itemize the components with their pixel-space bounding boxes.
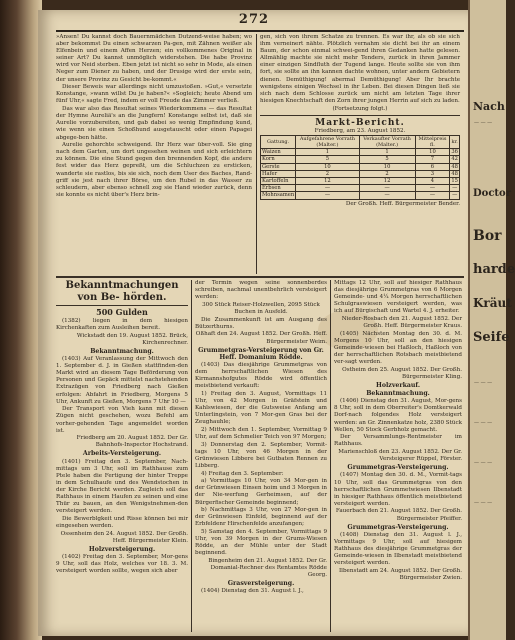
- section-rule: [260, 115, 460, 116]
- table-row: [261, 192, 460, 199]
- notice-paragraph: (1382) liegen in dem hiesigen Kirchenkaften zum Ausleihen bereit.: [56, 318, 188, 332]
- market-report-table: [260, 135, 460, 200]
- section-rule: [56, 276, 464, 278]
- story-column-right: [260, 34, 460, 208]
- page-number: 272: [238, 12, 270, 27]
- table-cell: Hafer: [261, 170, 296, 177]
- table-row: [261, 156, 460, 163]
- table-cell: Erbsen: [261, 185, 296, 192]
- table-header: Verkaufter Vorrath (Malter.): [359, 135, 415, 148]
- notice-paragraph: a) Vormittags 10 Uhr, von 34 Mor-gen in der Grünwiesen Einsen hoim und 3 Morgen in der Nie-werfung Gerheimsen, auf der Bürgerfischer Gemeinde beginnend;: [195, 478, 327, 506]
- table-row: [261, 177, 460, 184]
- table-cell: 48: [451, 163, 458, 170]
- story-paragraph: Aurelie gehorchte schweigend. Ihr Herz war über-voll. Sie ging nach dem Garten, um dort ungesehen weinen und sich erleichtern zu können. Die eine Stund gegen den brennenden Kopf, die andere fest wider das Herz gepreßt, um die Schluchzen zu ersticken, wanderte sie rastlos, bis sie sich, noch dem User des Baches, Rand-griff sie jest nach ihrer Börse, um den Rubel in das Wasser zu schleudern, aber ebenso schnell zog sie Hand wieder zurück, denn sie konnte es nicht über's Herz brin-: [56, 142, 252, 198]
- table-cell: 1: [296, 149, 359, 156]
- announcements-column-2: [195, 280, 327, 596]
- notice-heading: Grummetgras-Versteigerung.: [347, 464, 449, 472]
- story-paragraph: Dieser Beweis war allerdings nicht umzustoßen. »Gut,« versetzte Konstange, »wann willst Du je haben?« »Sogleich; heute Abend um fünf Uhr,« sagte Fred, indem er voll Freude das Zimmer verließ.: [56, 84, 252, 105]
- notice-paragraph: (1403) Das diesjährige Grummetgras von dem herrschaftlichen Wiesen des Kirmannshofgutes Rödde wird öffentlich meistbietend verkauft:: [195, 361, 327, 390]
- table-row: [261, 149, 460, 156]
- table-cell: 48: [451, 170, 458, 177]
- announcements-column-1: [56, 280, 188, 576]
- facing-page-word: Kräut: [473, 296, 512, 310]
- notice-paragraph: (1405) Nächsten Montag den 30. d. M. Morgens 10 Uhr, soll an den hiesigen Gemeinde-wiesen bei Haßloch, Haßloch von der herrschaftlichen Rotsbach meistbietend ver-sagt werden.: [334, 330, 462, 366]
- table-cell: Kartoffeln: [261, 177, 296, 184]
- facing-page-edge: Nach — — — Doctor Bor harde Kräut Seife — — — — — — — — — — — —: [468, 0, 506, 640]
- notice-paragraph: (1402) Freitag den 3. September, Mor-gens 9 Uhr, soll das Holz, welches vor 18. 3. M. versteigert worden sollte, wegen sich aber: [56, 553, 188, 575]
- table-cell: 7: [415, 156, 450, 163]
- table-cell: 12: [359, 177, 415, 184]
- newspaper-page: [38, 10, 470, 636]
- table-cell: —: [359, 185, 415, 192]
- facing-page-word: harde: [473, 262, 515, 277]
- notice-paragraph: 4) Freitag den 3. September:: [201, 470, 284, 477]
- notice-paragraph: Die Bewerblgkeit und Risse können bei mir eingesehen werden.: [56, 515, 188, 529]
- table-cell: 10: [296, 163, 359, 170]
- market-report-date: Friedberg, am 23. August 1852.: [314, 127, 406, 134]
- notice-signature: Wickstadt den 19. August 1852. Brück, Kirchenrechner.: [76, 332, 188, 346]
- table-cell: 5: [359, 156, 415, 163]
- notice-paragraph: 3) Donnerstag den 2. September, Vormit-tags 10 Uhr, von 46 Morgen in der Grünwiesen Libbere bei Gutbaten Rennen zu Libberg.: [195, 441, 327, 469]
- section-rule: [56, 305, 188, 306]
- table-header: kr.: [450, 135, 460, 148]
- table-cell: —: [450, 192, 460, 199]
- header-rule: [56, 30, 464, 32]
- notice-paragraph: Mittags 12 Uhr, soll auf hiesiger Rathhaus das diesjährige Grummetgras von 6 Morgen Gemeinde- und 4¼ Morgen herrschaftlichen Schulgraswiesen versteigert werden, was ich auf Bürgischaft und Wartel 4. J. erheiter.: [334, 280, 462, 315]
- notice-paragraph: 5) Samstag den 4. September, Vormittags 9 Uhr, von 39 Morgen in der Grums-Wiesen Rödde, an der Mühle unter der Stadt beginnend.: [195, 529, 327, 557]
- notice-signature: Oßhaft den 24. August 1852. Der Großh. Heff. Bürgermeister Weim.: [195, 331, 327, 345]
- table-cell: —: [359, 192, 415, 199]
- table-cell: 10: [359, 163, 415, 170]
- table-cell: 12: [296, 177, 359, 184]
- notice-paragraph: (1408) Dienstag den 31. August l. J., Vormittags 9 Uhr, soll auf hiesigem Rathhaus des diesjährige Grummetgras der Gemeinde-wiesen in Ilbenstadt meistbietend versteigert werden.: [334, 531, 462, 567]
- table-cell: 36: [451, 149, 458, 156]
- table-row: [261, 163, 460, 170]
- column-divider: [256, 34, 257, 274]
- notice-signature: Ilbenstadt am 24. August 1852. Der Großh. Bürgermeister Zwien.: [338, 567, 462, 581]
- table-cell: 2: [296, 170, 359, 177]
- table-row: [261, 170, 460, 177]
- notice-paragraph: 300 Stück Reiser-Holzwellen, 2095 Stück Buchen in Ausfeld.: [202, 301, 320, 315]
- facing-page-word: Doctor: [473, 188, 511, 199]
- notice-heading: Grummetgras-Versteigerung von Gr. Heff. Domanium Rödde.: [198, 346, 324, 361]
- announcements-column-3: [334, 280, 462, 583]
- notice-paragraph: (1407) Montag den 30. d. M., Vormit-tags 10 Uhr, soll das Grummetgras von den herrschaftlichen Grummetwiesen Ilbenstadt in hiesiger Rathhaus öffentlich meistbietend versteigert werden.: [334, 472, 462, 507]
- table-cell: 15: [451, 177, 458, 184]
- table-cell: 10: [415, 149, 450, 156]
- facing-page-word: Nach: [473, 100, 505, 113]
- notice-paragraph: Der Transport von Vieh kann mit diesen Zügen nicht geschehen, wozu Befehl am vorher-gehenden Tage angemeldet worden ist.: [56, 406, 188, 434]
- table-cell: —: [415, 192, 450, 199]
- table-cell: 4: [415, 177, 450, 184]
- notice-paragraph: b) Nachmittags 3 Uhr, von 27 Mor-gen in der Grünwiesen Einfeld, beginnend auf der Erbfeldenr Hirschenfelde anzufangen;: [195, 507, 327, 528]
- table-header: Gattung.: [261, 135, 296, 148]
- table-cell: —: [296, 185, 359, 192]
- table-header: Mittelpreis fl.: [415, 135, 450, 148]
- notice-heading: Bekanntmachung.: [366, 390, 430, 398]
- market-signature: Der Großh. Heff. Bürgermeister Bender.: [345, 200, 460, 207]
- notice-heading: 500 Gulden: [96, 307, 148, 317]
- table-cell: —: [296, 192, 359, 199]
- story-paragraph: Das war also das Resultat seines Wiederkommens — das Resultat der Hymne Aureliä's an die Jungfern! Konstange selbst ist, daß sie Aurelie vorzubereiten, und gab dabei so wenig Empfindung kund, wie wenn sie einen Schoßhund ausgetauscht oder einen Papagei abgege-ben hätte.: [56, 106, 252, 141]
- announcements-heading: Bekanntmachungen von Be- hörden.: [65, 280, 179, 303]
- notice-paragraph: Die Zusammenkunft ist am Ausgang des Bützerthurns.: [195, 316, 327, 330]
- table-cell: Mohnsamen: [262, 192, 295, 199]
- notice-paragraph: 1) Freitag den 3. August, Vormittags 11 Uhr, von 42 Morgen in Gräfstein und Kahlswiesen, der die Gutsweise Anfang am Unterlingstein, von 7 Mor-gen Gras bei der Zeughauhle;: [195, 390, 327, 426]
- table-cell: 1: [359, 149, 415, 156]
- notice-heading: Grummetgras-Versteigerung.: [347, 523, 449, 531]
- notice-paragraph: (1404) Dienstag den 31. August l. J.,: [201, 588, 304, 595]
- story-column-left: [56, 34, 252, 200]
- notice-heading: Bekanntmachung.: [90, 347, 154, 355]
- notice-signature: Ostheim den 25. August 1852. Der Großh. Bürgermeister Kling.: [342, 366, 462, 380]
- notice-paragraph: (1401) Freitag den 3. September, Nach-mittags um 3 Uhr, soll im Rathhause zum Ptele haben die Fertigung der hinter Treppe in dem Schulhaufe und des Wendstochen in der Kirche Bericht werden. Zugleich soll das Rathhaus in einem Haufen zu seinen und eine Thür zu bauen, an den Wenigstnehmen-den versteigert werden.: [56, 458, 188, 515]
- notice-heading: Grasversteigerung.: [227, 580, 295, 588]
- facing-page-word: Seife: [473, 330, 510, 345]
- table-cell: 2: [359, 170, 415, 177]
- notice-paragraph: (1403) Auf Veranlassung der Mittwoch den 1. September d. J. in Gießen stattfinden-den Markt wird an diesem Tage Beförderung von Personen und Gepäck mittelst nachstehenden Extrazügen von Friedberg nach Gießen erfolgen: Abfahrt in Friedberg, Morgens 5 Uhr, Ankunft zu Gießen, Morgens 7 Uhr 10 —: [56, 356, 188, 405]
- notice-heading: Holzversteigerung.: [88, 545, 156, 553]
- table-cell: Waizen: [261, 149, 296, 156]
- notice-paragraph: Der Versammlungs-Rentmeister im Rathhaus.: [334, 434, 462, 448]
- table-row: [261, 185, 460, 192]
- notice-signature: Nieder-Rosbach den 21. August 1852. Der Großh. Heff. Bürgermeister Kraus.: [341, 316, 462, 330]
- notice-paragraph: 2) Mittwoch den 1. September, Vormittag 9 Uhr, auf dem Schmelier Teich von 97 Morgen;: [195, 426, 327, 440]
- notice-paragraph: der Termin wegen seine sonnenberdes schreiben, nachmal unentbehrlich versteigert werden:: [195, 280, 327, 301]
- notice-signature: Bingenheim den 21. August 1852. Der Gr. Domanial-Rechner des Rentamtes Rödde Georg.: [208, 558, 327, 579]
- table-cell: 5: [296, 156, 359, 163]
- notice-signature: Friedberg am 20. August 1852. Der Gr. Bahnhofs-Inspector Hochstrand.: [76, 435, 188, 449]
- notice-signature: Marienschloß den 23. August 1852. Der Gr. Versteigerer Rüppel, Förster.: [338, 449, 462, 463]
- table-header: Aufgefahrene Vorrath (Malter.): [296, 135, 359, 148]
- story-paragraph: gen, sich von ihrem Schatze zu trennen. Es war ihr, als ob sie sich ihm verneinert nähte. Plötzlich vernahm sie dicht bei ihr an einem Baum, der schon einmal schwei-gend ihren Gedanken hatte gelesen. Allmählig machte sie nicht mehr Tenders, zurück in ihren Jammer einer einzigen Sindfluth der Tugend lange. Heute sollte sie von ihm fort, sie sollte an ihn kannen dachte wohnen, unter andern Gebietern dienen. Demüthigung! abermal Demüthigung! Aber Ihr brachte wenigstens einigen Wechsel in ihr Leben. Bei diesen Dingen ließ sie sich nach dem Schlosse zurück um nicht am letzten Tage ihrer hiesigen Knechtschaft den Zorn ihrer jungen Herrin auf sich zu laden.: [260, 34, 460, 104]
- notice-heading: Holzverkauf.: [375, 382, 421, 390]
- table-cell: Korn: [261, 156, 296, 163]
- book-gutter: [0, 0, 42, 640]
- table-cell: —: [450, 185, 460, 192]
- table-header-row: [261, 135, 460, 148]
- column-divider: [191, 280, 192, 632]
- table-cell: —: [415, 185, 450, 192]
- facing-page-word: Bor: [473, 228, 502, 244]
- table-cell: Gerste: [261, 163, 296, 170]
- continuation-note: (Fortsetzung folgt.): [332, 105, 388, 112]
- notice-heading: Arbeits-Versteigerung.: [82, 450, 162, 458]
- notice-signature: Ossenheim den 24. August 1852. Der Großh. Heff. Bürgermeister Klein.: [60, 530, 188, 544]
- column-divider: [330, 280, 331, 632]
- table-cell: 6: [415, 163, 450, 170]
- market-report-title: Markt-Bericht.: [315, 117, 405, 128]
- notice-signature: Fauerbach den 21. August 1852. Der Großh. Bürgermeister Pfeiffer.: [335, 508, 462, 522]
- table-cell: 42: [451, 156, 458, 163]
- notice-paragraph: (1406) Dienstag den 31. August, Mor-gens 8 Uhr, soll in dem Oberreiter's Domtkerwald Dorf-nach folgendes Holz versteigert werden: an Gr. Zinnenkatze holz, 2380 Stück Wellen, 50 Stock Gerbholz gemacht.: [334, 398, 463, 433]
- story-paragraph: »Ansen! Du kannst doch Bauernmädchen Dutzend-weise haben; wo aber bekommst Du einen schwarzen Pa-gen, mit Zähnen weißer als Elfenbein und einem Affen Herzen; ein vollkommenes Original in seiner Art? Du kannst unmöglich widerstehen. Die habe Provinz wird vor Neid sterben. Eben jetzt ist nicht so sehr in Mode, als einen Neger zum Diener zu haben, und der Drusige wird der erste sein, der unsere Provinz zu Gesicht be-kommt.«: [56, 34, 252, 83]
- table-cell: 3: [415, 170, 450, 177]
